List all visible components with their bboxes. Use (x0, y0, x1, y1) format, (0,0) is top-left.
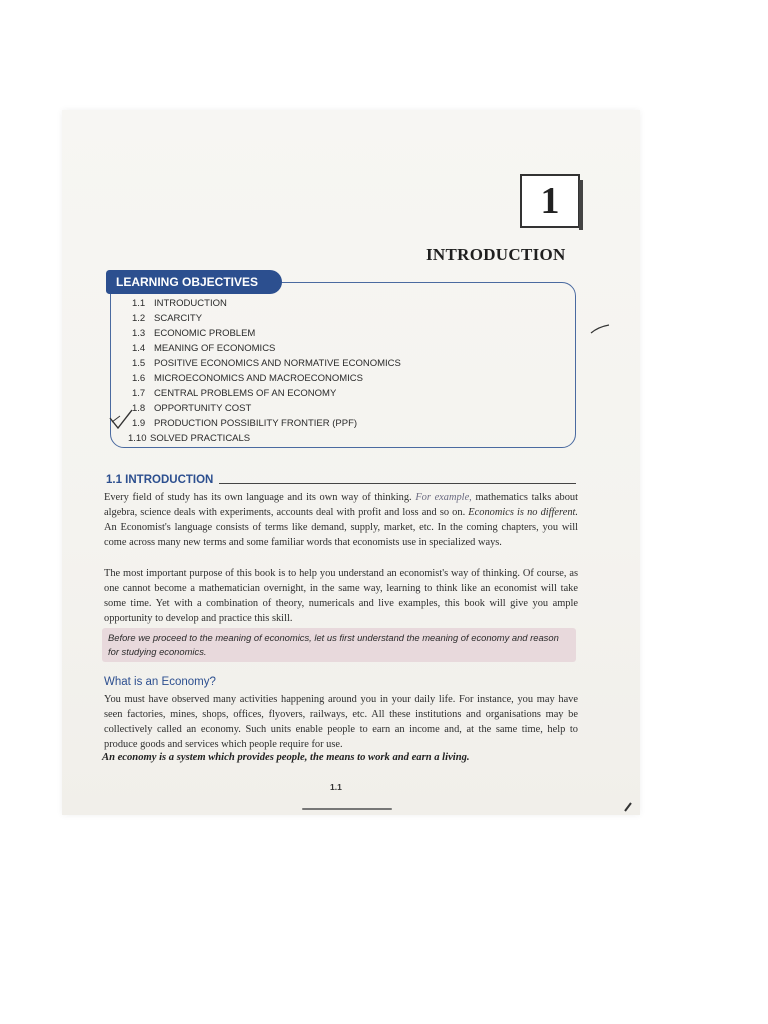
bottom-rule (302, 808, 392, 810)
chapter-number: 1 (540, 180, 560, 222)
list-item: 1.8 OPPORTUNITY COST (132, 403, 252, 414)
paragraph-economy: You must have observed many activities happening around you in your daily life. For instance, you may have seen factories, mines, shops, offices, flyovers, railways, etc. All these institutions and organisations may be collectively called an economy. Such units enable people to earn an income and, at the same time, help to produce goods and services which people require for use. (104, 694, 578, 750)
paragraph-purpose: The most important purpose of this book is to help you understand an economist's way of thinking. Of course, as one cannot become a mathematician overnight, in the same way, learning to think like an economist will take some time. Yet with a combination of theory, numericals and live examples, this book will give you ample opportunity to develop and practice this skill. (104, 568, 578, 624)
page-number: 1.1 (330, 782, 342, 792)
handwritten-tick-icon (108, 408, 134, 430)
list-item: 1.2 SCARCITY (132, 313, 203, 324)
heading-rule (219, 483, 576, 484)
book-page (62, 110, 640, 815)
list-item: 1.3 ECONOMIC PROBLEM (132, 328, 256, 339)
list-item: 1.7 CENTRAL PROBLEMS OF AN ECONOMY (132, 388, 337, 399)
subheading-economy: What is an Economy? (104, 676, 216, 688)
list-item: 1.1 INTRODUCTION (132, 298, 227, 309)
list-item: 1.6 MICROECONOMICS AND MACROECONOMICS (132, 373, 364, 384)
list-item: 1.9 PRODUCTION POSSIBILITY FRONTIER (PPF) (132, 418, 358, 429)
learning-objectives-list (128, 296, 401, 446)
chapter-title: INTRODUCTION (426, 245, 566, 264)
highlight-note: Before we proceed to the meaning of economics, let us first understand the meaning of economy and reason for studying economics. (102, 628, 576, 662)
learning-objectives-badge: LEARNING OBJECTIVES (106, 270, 282, 294)
list-item: 1.4 MEANING OF ECONOMICS (132, 343, 276, 354)
corner-mark-icon (624, 802, 632, 812)
paragraph-intro: Every field of study has its own language and its own way of thinking. For example, mathematics talks about algebra, science deals with experiments, accounts deal with profit and loss and so on. Economics is no different. An Economist's language consists of terms like demand, supply, market, etc. In the coming chapters, you will come across many new terms and some familiar words that economists use in specialized ways. (104, 492, 578, 548)
list-item: 1.10 SOLVED PRACTICALS (128, 433, 251, 444)
chapter-number-box (520, 174, 580, 228)
list-item: 1.5 POSITIVE ECONOMICS AND NORMATIVE ECONOMICS (132, 358, 401, 369)
economy-definition: An economy is a system which provides people, the means to work and earn a living. (102, 752, 470, 763)
section-heading: 1.1 INTRODUCTION (106, 474, 576, 486)
handwritten-mark-icon (590, 324, 610, 334)
